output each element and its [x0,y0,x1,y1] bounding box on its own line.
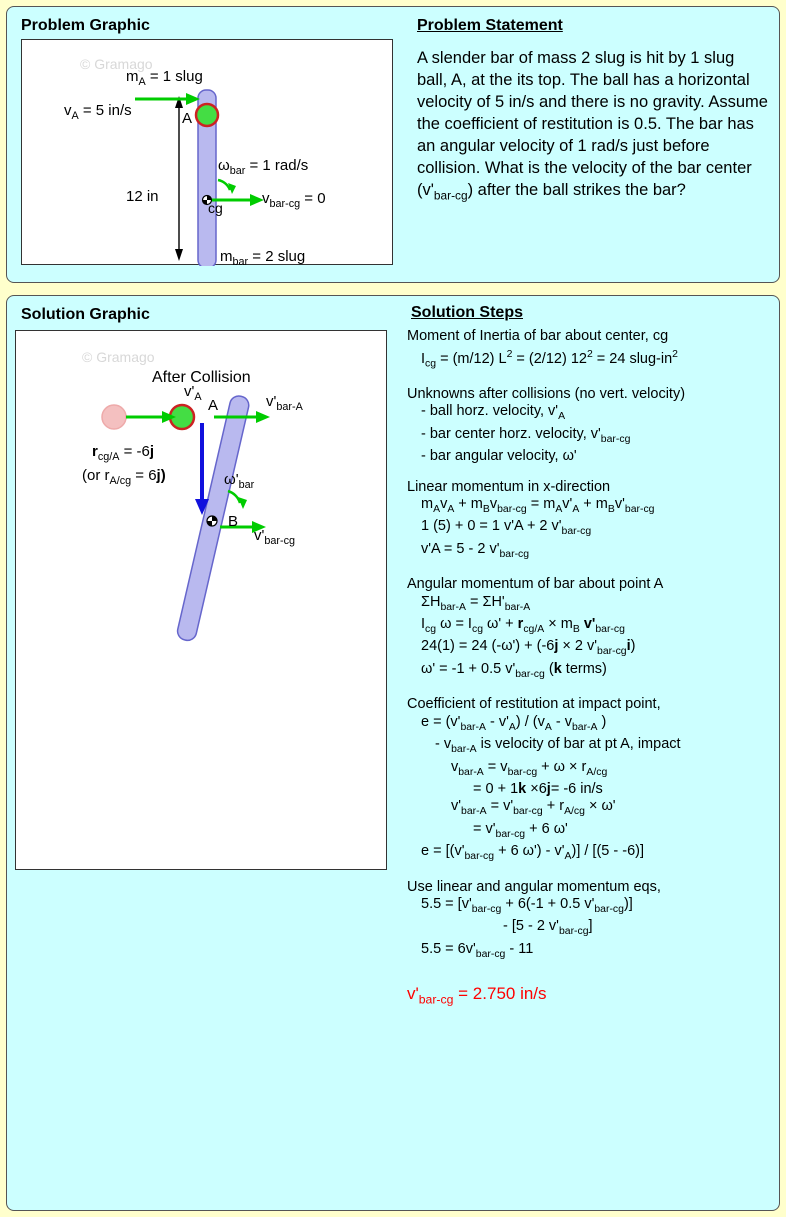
label-r-a-cg: (or $r_{A/cg} = 6j$) [82,467,166,487]
solution-graphic-figure [15,330,387,870]
label-v-bar-cg: $v_{bar-cg} = 0$ [262,190,326,210]
solution-step-line: Moment of Inertia of bar about center, cg [407,328,669,344]
solution-step-line: - ball horz. velocity, $v'_A$ [421,403,566,423]
watermark: © Gramago [80,56,153,72]
final-answer: $v'_{bar-cg} = 2.750$ in/s [407,984,547,1007]
label-mass-bar: $m_{bar} = 2$ slug [220,248,306,268]
label-v-bar-a: $v'_{bar-A}$ [266,393,303,413]
solution-step-moi [407,328,783,373]
solution-step-unknowns [407,386,783,466]
solution-step-angular-momentum [407,576,783,683]
solution-step-line: 1 (5) + 0 = 1 v'A + 2 $v'_{bar-cg}$ [421,518,592,538]
solution-step-line: $5.5 = [v'_{bar-cg} + 6(-1 + 0.5$ $v'_{bar-cg}$)] [421,896,633,915]
label-velocity-ball: $v_A = 5$ in/s [64,102,132,122]
label-omega-bar-prime: $\omega'_{bar}$ [224,471,255,491]
solution-step-linear-momentum [407,479,783,564]
solution-step-line: Linear momentum in x-direction [407,478,611,495]
solution-diagram-svg [16,331,388,871]
solution-step-line: = 0 + 1k ×6j= -6 in/s [473,780,603,797]
solution-step-line: = $v'_{bar-cg} + 6$ ω' [473,820,568,840]
solution-step-restitution [407,696,783,865]
solution-step-line: $m_Av_A + m_Bv_{bar-cg} = m_Av'_A + m_Bv'_{bar-cg}$ [421,496,655,515]
solution-steps-title: Solution Steps [411,304,523,321]
label-length: 12 in [126,188,159,205]
solution-step-line: Use linear and angular momentum eqs, [407,878,661,895]
solution-step-line: - bar center horz. velocity, $v'_{bar-cg}$ [421,425,631,445]
problem-graphic-title: Problem Graphic [21,17,150,34]
solution-panel [6,295,780,1211]
label-mass-ball: $m_A = 1$ slug [126,68,203,88]
solution-step-line: $v_{bar-A} = v_{bar-cg} + \omega \times r_{A/cg}$ [451,758,608,778]
solution-step-line: v'A = 5 - 2 $v'_{bar-cg}$ [421,540,530,560]
label-r-cg-a: $r_{cg/A} = -6j$ [92,443,155,463]
solution-step-line: ω' = -1 + 0.5 $v'_{bar-cg}$ (k terms) [421,660,607,680]
solution-graphic-title: Solution Graphic [21,306,150,323]
solution-step-line: $e = [(v'_{bar-cg} + 6$ $\omega') - v'_A)] / [(5 - -6)]$ [421,843,644,863]
problem-panel [6,6,780,283]
problem-graphic-figure [21,39,393,268]
label-after-collision: After Collision [152,369,251,386]
solution-step-line: - bar angular velocity, ω' [421,448,577,464]
solution-step-line: Angular momentum of bar about point A [407,576,664,593]
solution-step-line: $I_{cg} = (m/12) L^2 = (2/12) 12^2 = 24$ slug-$in^2$ [421,348,678,370]
label-v-bar-cg-prime: $v'_{bar-cg}$ [254,527,295,547]
label-v-a-prime: $v'_A$ [184,383,202,403]
label-point-a: A [208,397,219,414]
problem-diagram-svg [22,40,394,266]
label-omega-bar: $\omega_{bar} = 1$ rad/s [218,157,309,177]
solution-step-line: $\Sigma H_{bar-A} = \Sigma H'_{bar-A}$ [421,593,531,613]
solution-step-line: Unknowns after collisions (no vert. velocity) [407,385,686,402]
solution-step-line: $e = (v'_{bar-A} - v'_A) / (v_A - v_{bar-A}$ ) [421,713,607,733]
solution-step-line: $5.5 = 6v'_{bar-cg} - 11$ [421,940,534,960]
label-cg: cg [208,200,223,216]
solution-step-line: - [5 - 2 $v'_{bar-cg}$] [503,918,593,938]
solution-step-line: $v'_{bar-A} = v'_{bar-cg} + r_{A/cg} \times \omega'$ [451,798,616,818]
solution-steps-list [407,328,783,1009]
watermark: © Gramago [82,349,155,365]
label-point-a: A [182,110,193,127]
solution-step-line: $I_{cg}$ $\omega = I_{cg}$ $\omega' + r_{cg/A} \times m_B$ $v'_{bar-cg}$ [421,616,625,635]
solution-step-line: 24(1) = 24 (-ω') + (-6j × 2 $v'_{bar-cg}i$) [421,638,636,658]
problem-statement-text: A slender bar of mass 2 slug is hit by 1 slug ball, A, at the its top. The ball has a horizontal velocity of 5 in/s and there is no gravity. Assume the coefficient of restitution is 0.5. The bar has an angular velocity of 1 rad/s just before collision. What is the velocity of the bar center $(v'_{bar-cg})$ after the ball strikes the bar? [417,49,768,203]
solution-step-line: - $v_{bar-A}$ is velocity of bar at pt A, impact [435,736,681,756]
solution-step-combine [407,879,783,964]
problem-statement-title: Problem Statement [417,17,563,34]
label-point-b: B [228,513,239,530]
solution-step-line: Coefficient of restitution at impact point, [407,696,661,713]
